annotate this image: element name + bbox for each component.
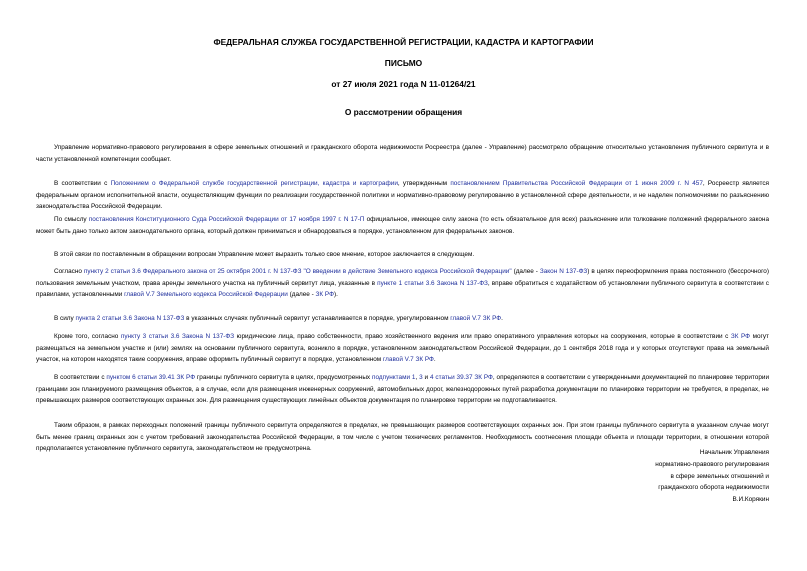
- legal-reference-link[interactable]: ЗК РФ: [730, 333, 751, 340]
- legal-reference-link[interactable]: постановлением Правительства Российской Федерации от 1 июня 2009 г. N 457: [450, 180, 703, 187]
- agency-title: ФЕДЕРАЛЬНАЯ СЛУЖБА ГОСУДАРСТВЕННОЙ РЕГИСТРАЦИИ, КАДАСТРА И КАРТОГРАФИИ: [213, 37, 594, 47]
- paragraph-text: Кроме того, согласно: [54, 333, 121, 340]
- legal-reference-link[interactable]: главой V.7 Земельного кодекса Российской Федерации: [124, 291, 288, 298]
- paragraph-text: (далее -: [511, 268, 540, 275]
- paragraph-text: в указанных случаях публичный сервитут устанавливается в порядке, урегулированном: [184, 315, 451, 322]
- paragraph-text: .: [433, 356, 436, 363]
- legal-reference-link[interactable]: пункта 2 статьи 3.6 Закона N 137-ФЗ: [75, 315, 185, 322]
- paragraph-text: , Росреестр является федеральным органом исполнительной власти, осуществляющим функции по реализации государственной политики и нормативно-правовому регулированию в установленной сфере деятельности, и не наделен полномочиями по разъяснению законодательства Российской Федерации.: [36, 180, 769, 210]
- legal-reference-link[interactable]: Закон N 137-ФЗ: [539, 268, 588, 275]
- paragraph-5: [36, 266, 769, 301]
- paragraph-text: юридические лица, право собственности, право хозяйственного ведения или право оперативного управления которых на сооружения, которые в соответствии с: [234, 333, 731, 340]
- paragraph-4: [36, 249, 769, 261]
- paragraph-text: Управление нормативно-правового регулирования в сфере земельных отношений и гражданского оборота недвижимости Росреестра (далее - Управление) рассмотрело обращение относительно установления публичного сервитута и в части установленной компетенции сообщает.: [36, 144, 769, 163]
- legal-reference-link[interactable]: Положением о Федеральной службе государственной регистрации, кадастра и картографии: [110, 180, 398, 187]
- paragraph-text: Таким образом, в рамках переходных положений границы публичного сервитута определяются в пределах, не превышающих размеров соответствующих охранных зон. При этом границы публичного сервитута в указанном случае могут быть менее границ охранных зон с учетом требований законодательства Российской Федерации, в том числе с учетом технических регламентов. Необходимость соотнесения площади объекта и площади территории, в отношении которой предполагается установление публичного сервитута, законодательством не предусмотрена.: [36, 422, 769, 452]
- doc-subject: О рассмотрении обращения: [344, 107, 463, 117]
- legal-reference-link[interactable]: 3: [419, 374, 423, 381]
- paragraph-text: В силу: [54, 315, 76, 322]
- legal-reference-link[interactable]: пункте 1 статьи 3.6 Закона N 137-ФЗ: [377, 279, 488, 287]
- paragraph-3: [36, 214, 769, 237]
- paragraph-text: .: [501, 315, 503, 322]
- paragraph-text: , утвержденным: [397, 180, 451, 187]
- paragraph-1: [36, 142, 769, 165]
- legal-reference-link[interactable]: главой V.7 ЗК РФ: [450, 315, 502, 322]
- legal-reference-link[interactable]: постановления Конституционного Суда Российской Федерации от 17 ноября 1997 г. N 17-П: [88, 216, 365, 223]
- paragraph-text: ,: [415, 374, 420, 381]
- paragraph-text: По смыслу: [54, 216, 89, 223]
- doc-type: ПИСЬМО: [384, 58, 423, 68]
- paragraph-text: В соответствии с: [54, 180, 111, 187]
- paragraph-7: [36, 331, 769, 366]
- paragraph-text: В соответствии с: [54, 374, 107, 381]
- paragraph-text: ).: [333, 291, 338, 298]
- signature-department-2: в сфере земельных отношений и: [670, 472, 769, 480]
- legal-reference-link[interactable]: пунктом 6 статьи 39.41 ЗК РФ: [106, 374, 196, 381]
- paragraph-text: ) в целях переоформления права постоянного (бессрочного) пользования земельным участком, права аренды земельного участка на публичный сервитут лица, указанные в: [36, 268, 769, 287]
- paragraph-text: , вправе обратиться с ходатайством об установлении публичного сервитута в соответствии с правилами, установленными: [36, 279, 770, 298]
- signature-department-1: нормативно-правового регулирования: [655, 460, 769, 468]
- legal-reference-link[interactable]: главой V.7 ЗК РФ: [382, 356, 434, 363]
- paragraph-6: [36, 313, 769, 325]
- legal-reference-link[interactable]: пункту 3 статьи 3.6 Закона N 137-ФЗ: [120, 333, 235, 340]
- legal-reference-link[interactable]: ЗК РФ: [315, 291, 334, 298]
- paragraph-text: границы публичного сервитута в целях, предусмотренных: [195, 374, 372, 381]
- doc-date-number: от 27 июля 2021 года N 11-01264/21: [331, 79, 476, 89]
- legal-reference-link[interactable]: подпунктами 1: [372, 374, 416, 381]
- paragraph-text: и: [422, 374, 430, 381]
- signature-department-3: гражданского оборота недвижимости: [658, 484, 769, 492]
- paragraph-text: Согласно: [54, 268, 84, 275]
- paragraph-2: [36, 178, 769, 213]
- paragraph-text: могут размещаться на земельном участке и (или) землях на основании публичного сервитута, возникло в порядке, установленном законодательством Российской Федерации, до 1 сентября 2018 года и у которых отсутствуют права на земельный участок, на котором находятся такие сооружения, вправе оформить публичный сервитут в порядке, установленном: [36, 333, 769, 363]
- signature-position: Начальник Управления: [699, 449, 769, 456]
- paragraph-text: официальное, имеющее силу закона (то есть обязательное для всех) разъяснение или толкование положений федерального закона может быть дано только актом законодательного органа, который должен приниматься и обнародоваться в порядке, установленном для федеральных законов.: [36, 216, 769, 235]
- signature-name: В.И.Корякин: [732, 496, 769, 504]
- paragraph-text: (далее -: [287, 291, 316, 298]
- legal-reference-link[interactable]: пункту 2 статьи 3.6 Федерального закона от 25 октября 2001 г. N 137-ФЗ "О введении в действие Земельного кодекса Российской Федерации": [83, 268, 512, 275]
- paragraph-text: В этой связи по поставленным в обращении вопросам Управление может выразить только свое мнение, которое заключается в следующем.: [54, 251, 475, 258]
- signature-block: [655, 447, 769, 506]
- paragraph-8: [36, 372, 769, 407]
- legal-reference-link[interactable]: 4 статьи 39.37 ЗК РФ: [429, 374, 493, 381]
- paragraph-text: , определяются в соответствии с утвержденными документацией по планировке территории границами зон планируемого размещения объектов, а в случае, если для размещения инженерных сооружений, автомобильных дорог, железнодорожных путей разработка документации по планировке территории не требуется, в пределах, не превышающих размеров соответствующих охранных зон. Для размещения существующих линейных объектов документация по планировке территории не подготавливается.: [36, 374, 770, 404]
